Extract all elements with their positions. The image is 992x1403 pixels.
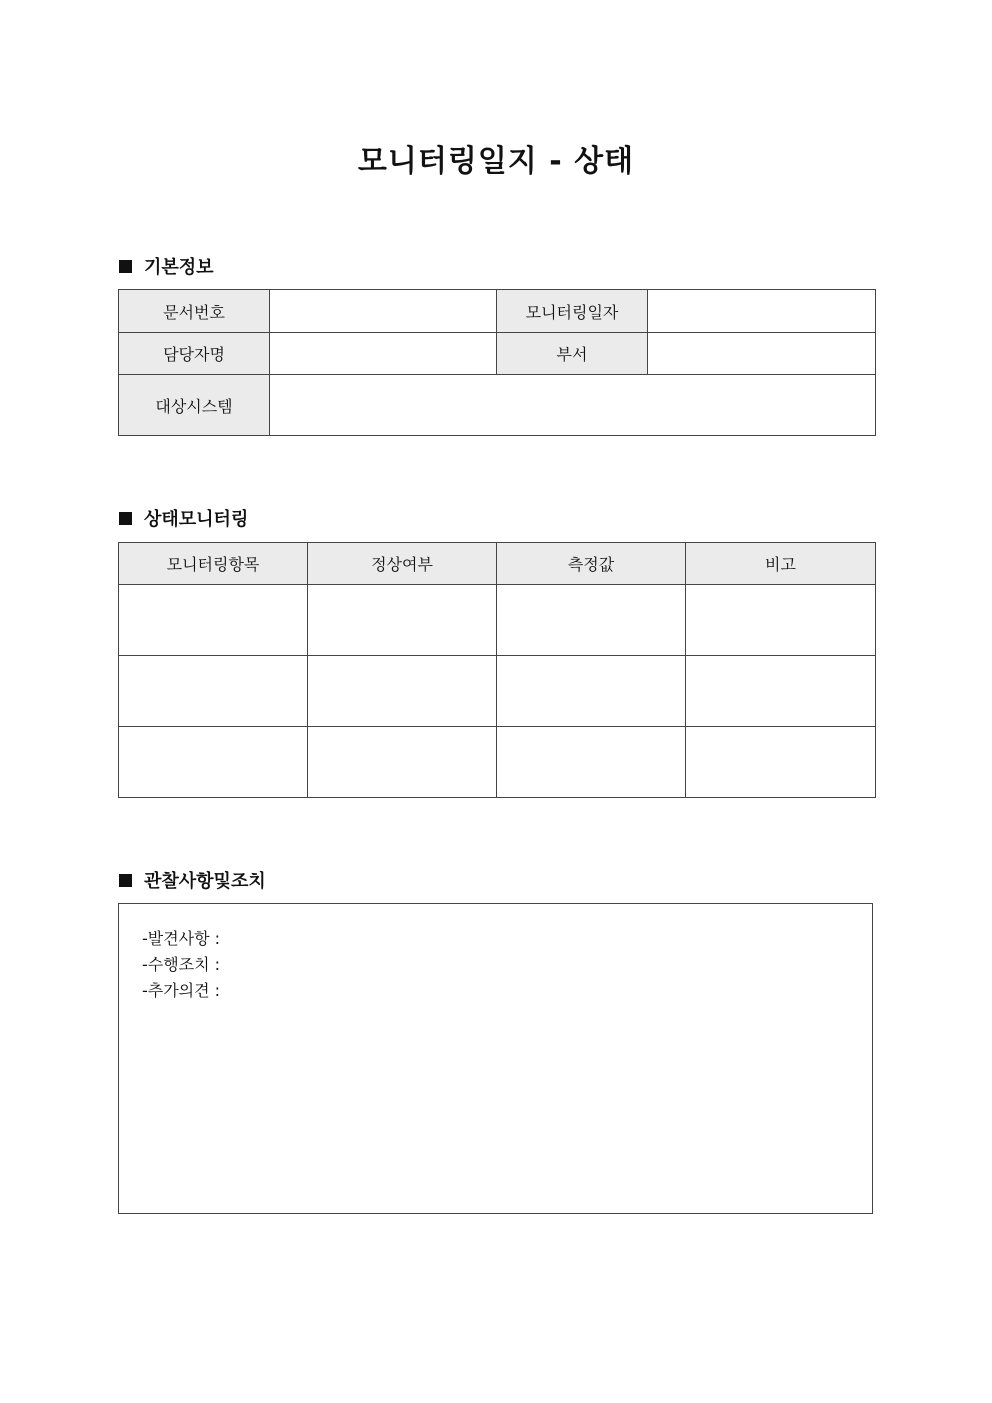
monitoring-date-label: 모니터링일자	[497, 290, 648, 333]
table-row	[119, 656, 876, 727]
table-cell[interactable]	[119, 727, 308, 798]
square-bullet-icon	[119, 260, 132, 273]
table-cell[interactable]	[119, 656, 308, 727]
manager-field[interactable]	[270, 333, 497, 375]
observations-heading	[119, 867, 266, 893]
status-monitoring-heading	[119, 505, 248, 531]
basic-info-heading-label: 기본정보	[144, 257, 214, 278]
page-title: 모니터링일지 - 상태	[357, 144, 635, 179]
basic-info-heading	[119, 253, 214, 279]
column-header-measured-value: 측정값	[497, 543, 686, 585]
basic-info-table	[118, 289, 876, 436]
table-cell[interactable]	[119, 585, 308, 656]
table-cell[interactable]	[497, 727, 686, 798]
table-row	[119, 727, 876, 798]
column-header-remarks: 비고	[686, 543, 876, 585]
observations-heading-label: 관찰사항및조치	[144, 871, 266, 892]
table-cell[interactable]	[686, 656, 876, 727]
table-row	[119, 585, 876, 656]
status-monitoring-table	[118, 542, 876, 798]
observations-textarea[interactable]	[118, 903, 873, 1214]
table-cell[interactable]	[497, 585, 686, 656]
department-field[interactable]	[648, 333, 876, 375]
table-cell[interactable]	[308, 656, 497, 727]
doc-number-field[interactable]	[270, 290, 497, 333]
monitoring-date-field[interactable]	[648, 290, 876, 333]
square-bullet-icon	[119, 874, 132, 887]
department-label: 부서	[497, 333, 648, 375]
table-cell[interactable]	[308, 727, 497, 798]
column-header-normal: 정상여부	[308, 543, 497, 585]
table-cell[interactable]	[686, 727, 876, 798]
table-row	[119, 375, 876, 436]
table-cell[interactable]	[308, 585, 497, 656]
status-monitoring-heading-label: 상태모니터링	[144, 509, 249, 530]
table-row	[119, 333, 876, 375]
doc-number-label: 문서번호	[119, 290, 270, 333]
table-row	[119, 290, 876, 333]
column-header-item: 모니터링항목	[119, 543, 308, 585]
target-system-field[interactable]	[270, 375, 876, 436]
table-header-row	[119, 543, 876, 585]
target-system-label: 대상시스템	[119, 375, 270, 436]
additional-comments-line: -추가의견 :	[142, 981, 221, 1000]
manager-label: 담당자명	[119, 333, 270, 375]
table-cell[interactable]	[686, 585, 876, 656]
findings-line: -발견사항 :	[142, 929, 221, 948]
square-bullet-icon	[119, 512, 132, 525]
actions-taken-line: -수행조치 :	[142, 955, 221, 974]
table-cell[interactable]	[497, 656, 686, 727]
